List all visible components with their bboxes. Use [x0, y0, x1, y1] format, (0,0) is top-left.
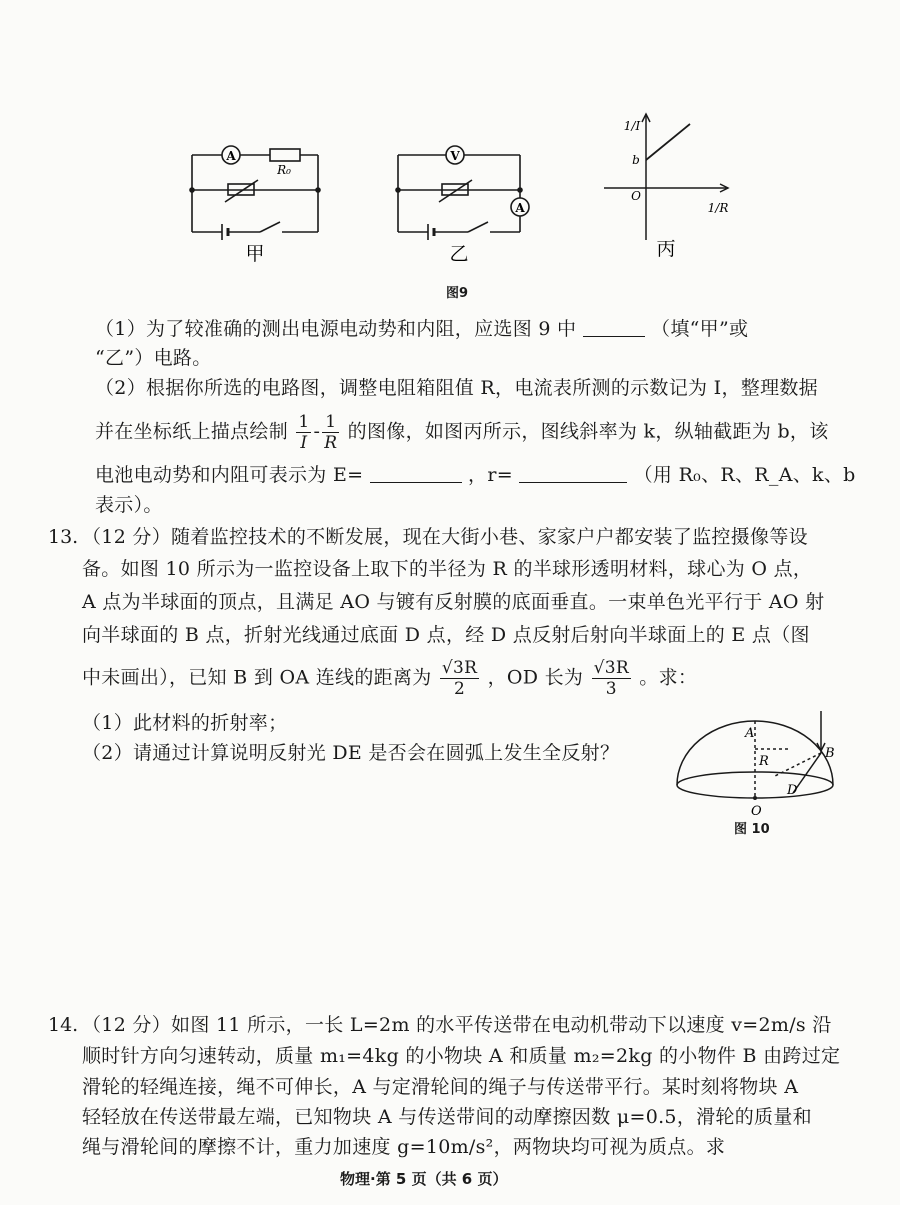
voltmeter-v-label: V	[450, 149, 460, 163]
graph-intercept-b: b	[632, 153, 640, 167]
fraction-1-over-r: $\frac{1}{R}$	[324, 412, 338, 453]
label-b: B	[825, 746, 835, 761]
q12-blank-e[interactable]	[370, 464, 462, 483]
q13-number: 13.	[48, 526, 79, 548]
graph-bing	[604, 114, 728, 240]
q12-blank-circuit[interactable]	[583, 318, 645, 337]
ammeter-a-label: A	[226, 149, 236, 163]
q14-line3: 滑轮的轻绳连接，绳不可伸长，A 与定滑轮间的绳子与传送带平行。某时刻将物块 A	[82, 1076, 799, 1098]
q12-part2-line2: 并在坐标纸上描点绘制 $\frac{1}{I}$ - $\frac{1}{R}$ 的图像，如图丙所示，图线斜率为 k，纵轴截距为 b，该	[95, 412, 829, 453]
circuit-yi	[396, 146, 529, 240]
q12-part2-line3: 电池电动势和内阻可表示为 E= ，r= （用 R₀、R、R_A、k、b	[95, 464, 856, 486]
q13-line4: 向半球面的 B 点，折射光线通过底面 D 点，经 D 点反射后射向半球面上的 E 点（图	[82, 624, 810, 646]
label-d: D	[787, 783, 798, 798]
graph-bing-label: 丙	[656, 238, 676, 260]
q12-blank-r[interactable]	[519, 464, 627, 483]
label-r: R	[759, 754, 769, 769]
q14-line4: 轻轻放在传送带最左端，已知物块 A 与传送带间的动摩擦因数 μ=0.5，滑轮的质量和	[82, 1106, 812, 1128]
figure-10-caption: 图 10	[734, 822, 770, 837]
page-footer: 物理·第 5 页（共 6 页）	[340, 1170, 508, 1188]
q12-part1-line2: “乙”）电路。	[95, 347, 212, 369]
fraction-sqrt3r-over-2: $\frac{√3R}{2}$	[441, 658, 478, 699]
figure-10-hemisphere	[665, 705, 845, 835]
q13-line5: 中未画出），已知 B 到 OA 连线的距离为 $\frac{√3R}{2}$ ，OD 长为 $\frac{√3R}{3}$ 。求：	[82, 658, 698, 699]
fraction-1-over-i: $\frac{1}{I}$	[298, 412, 310, 453]
q12-part2-line4: 表示）。	[95, 494, 163, 516]
q13-line3: A 点为半球面的顶点，且满足 AO 与镀有反射膜的底面垂直。一束单色光平行于 AO 射	[82, 591, 825, 613]
graph-x-label: 1/R	[707, 201, 729, 215]
q13-line2: 备。如图 10 所示为一监控设备上取下的半径为 R 的半球形透明材料，球心为 O 点，	[82, 558, 813, 580]
figure-9-diagrams	[170, 100, 750, 280]
q14-line1: （12 分）如图 11 所示，一长 L=2m 的水平传送带在电动机带动下以速度 v=2m/s 沿	[82, 1014, 832, 1036]
figure-9-caption: 图9	[446, 286, 469, 301]
circuit-yi-label: 乙	[449, 243, 469, 265]
fraction-sqrt3r-over-3: $\frac{√3R}{3}$	[593, 658, 629, 699]
circuit-jia	[190, 146, 320, 240]
label-o: O	[751, 804, 762, 819]
graph-origin-o: O	[631, 189, 641, 203]
q12-part1-line1: （1）为了较准确的测出电源电动势和内阻，应选图 9 中 （填“甲”或	[95, 318, 749, 340]
q14-line5: 绳与滑轮间的摩擦不计，重力加速度 g=10m/s²，两物块均可视为质点。求	[82, 1136, 726, 1158]
q14-line2: 顺时针方向匀速转动，质量 m₁=4kg 的小物块 A 和质量 m₂=2kg 的小物件 B 由跨过定	[82, 1045, 841, 1067]
q13-sub1: （1）此材料的折射率；	[82, 712, 288, 734]
q14-number: 14.	[48, 1014, 79, 1036]
q12-part2-line1: （2）根据你所选的电路图，调整电阻箱阻值 R，电流表所测的示数记为 I，整理数据	[95, 377, 818, 399]
label-a: A	[745, 726, 755, 741]
q13-line1: （12 分）随着监控技术的不断发展，现在大街小巷、家家户户都安装了监控摄像等设	[82, 526, 808, 548]
q13-sub2: （2）请通过计算说明反射光 DE 是否会在圆弧上发生全反射？	[82, 742, 620, 764]
circuit-jia-label: 甲	[245, 243, 265, 265]
ammeter-a2-label: A	[515, 201, 525, 215]
r0-label: R₀	[277, 163, 291, 177]
graph-y-label: 1/I	[623, 119, 641, 133]
